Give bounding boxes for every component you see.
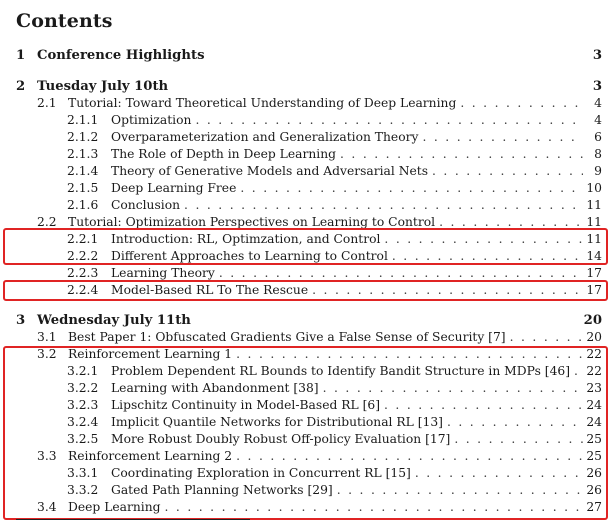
footnote-rule — [16, 519, 250, 520]
toc-subsection-2-2-3[interactable] — [67, 266, 602, 283]
section-number: 3.1 — [37, 330, 57, 344]
subsection-title: Deep Learning Free — [111, 181, 237, 195]
subsection-title: Conclusion — [111, 198, 181, 212]
dot-leader — [323, 381, 583, 395]
section-number: 2.1 — [37, 96, 57, 110]
subsection-title: Problem Dependent RL Bounds to Identify Bandit Structure in MDPs [46] — [111, 364, 571, 378]
page-number: 10 — [586, 181, 602, 195]
dot-leader — [447, 415, 583, 429]
dot-leader — [184, 198, 583, 212]
toc-chapter-3[interactable] — [16, 313, 602, 330]
dot-leader — [240, 181, 583, 195]
dot-leader — [195, 113, 583, 127]
subsection-number: 3.3.1 — [67, 466, 99, 480]
chapter-number: 1 — [16, 48, 26, 63]
subsection-number: 3.2.1 — [67, 364, 99, 378]
page-number: 24 — [586, 415, 602, 429]
page-number: 4 — [594, 113, 602, 127]
page-number: 3 — [592, 79, 602, 94]
section-number: 3.2 — [37, 347, 57, 361]
dot-leader — [510, 330, 583, 344]
contents-heading: Contents — [16, 10, 113, 32]
page-number: 11 — [586, 232, 602, 246]
subsection-number: 3.3.2 — [67, 483, 99, 497]
dot-leader — [337, 483, 583, 497]
dot-leader — [460, 96, 583, 110]
page-number: 22 — [586, 347, 602, 361]
toc-subsection-3-3-2[interactable] — [67, 483, 602, 500]
subsection-title: More Robust Doubly Robust Off-policy Evaluation [17] — [111, 432, 451, 446]
chapter-title: Tuesday July 10th — [37, 79, 169, 94]
toc-subsection-3-2-2[interactable] — [67, 381, 602, 398]
dot-leader — [384, 398, 583, 412]
page-number: 4 — [594, 96, 602, 110]
page-number: 25 — [586, 432, 602, 446]
page-number: 24 — [586, 398, 602, 412]
toc-subsection-3-2-1[interactable] — [67, 364, 602, 381]
dot-leader — [574, 364, 583, 378]
dot-leader — [165, 500, 584, 514]
subsection-title: Lipschitz Continuity in Model-Based RL [6] — [111, 398, 381, 412]
subsection-title: Gated Path Planning Networks [29] — [111, 483, 333, 497]
dot-leader — [219, 266, 583, 280]
page-number: 23 — [586, 381, 602, 395]
section-title: Best Paper 1: Obfuscated Gradients Give a False Sense of Security [7] — [68, 330, 506, 344]
toc-section-3-4[interactable] — [37, 500, 602, 517]
dot-leader — [392, 249, 583, 263]
toc-subsection-2-2-1[interactable] — [67, 232, 602, 249]
dot-leader — [236, 449, 583, 463]
section-title: Reinforcement Learning 2 — [68, 449, 233, 463]
subsection-title: Different Approaches to Learning to Control — [111, 249, 388, 263]
page-number: 6 — [594, 130, 602, 144]
page-number: 25 — [586, 449, 602, 463]
chapter-title: Wednesday July 11th — [37, 313, 191, 328]
subsection-title: Overparameterization and Generalization Theory — [111, 130, 419, 144]
section-title: Deep Learning — [68, 500, 161, 514]
chapter-number: 3 — [16, 313, 26, 328]
subsection-number: 3.2.4 — [67, 415, 99, 429]
dot-leader — [236, 347, 583, 361]
subsection-title: Optimization — [111, 113, 192, 127]
subsection-title: Model-Based RL To The Rescue — [111, 283, 309, 297]
dot-leader — [439, 215, 583, 229]
subsection-number: 2.2.4 — [67, 283, 99, 297]
dot-leader — [415, 466, 583, 480]
page-number: 22 — [586, 364, 602, 378]
dot-leader — [432, 164, 583, 178]
toc-subsection-2-1-4[interactable] — [67, 164, 602, 181]
subsection-number: 2.1.4 — [67, 164, 99, 178]
toc-subsection-2-1-5[interactable] — [67, 181, 602, 198]
subsection-number: 2.1.5 — [67, 181, 99, 195]
toc-subsection-3-3-1[interactable] — [67, 466, 602, 483]
subsection-title: Theory of Generative Models and Adversarial Nets — [111, 164, 429, 178]
dot-leader — [454, 432, 583, 446]
page-number: 11 — [586, 198, 602, 212]
subsection-number: 3.2.3 — [67, 398, 99, 412]
toc-section-3-1[interactable] — [37, 330, 602, 347]
page-number: 3 — [592, 48, 602, 63]
subsection-number: 3.2.5 — [67, 432, 99, 446]
section-number: 3.4 — [37, 500, 57, 514]
subsection-title: Learning Theory — [111, 266, 215, 280]
subsection-number: 2.2.1 — [67, 232, 99, 246]
subsection-number: 2.1.1 — [67, 113, 99, 127]
dot-leader — [340, 147, 583, 161]
subsection-title: Implicit Quantile Networks for Distributional RL [13] — [111, 415, 443, 429]
toc-subsection-2-1-1[interactable] — [67, 113, 602, 130]
section-title: Reinforcement Learning 1 — [68, 347, 233, 361]
dot-leader — [422, 130, 583, 144]
page-number: 14 — [586, 249, 602, 263]
subsection-number: 2.1.6 — [67, 198, 99, 212]
section-title: Tutorial: Toward Theoretical Understanding of Deep Learning — [68, 96, 457, 110]
subsection-number: 2.2.3 — [67, 266, 99, 280]
subsection-number: 2.1.2 — [67, 130, 99, 144]
subsection-title: Introduction: RL, Optimzation, and Control — [111, 232, 381, 246]
toc-section-3-2[interactable] — [37, 347, 602, 364]
toc-subsection-2-1-3[interactable] — [67, 147, 602, 164]
subsection-number: 3.2.2 — [67, 381, 99, 395]
toc-subsection-3-2-3[interactable] — [67, 398, 602, 415]
page-number: 17 — [586, 283, 602, 297]
toc-subsection-2-1-6[interactable] — [67, 198, 602, 215]
subsection-title: Learning with Abandonment [38] — [111, 381, 319, 395]
page-number: 20 — [586, 330, 602, 344]
section-title: Tutorial: Optimization Perspectives on Learning to Control — [68, 215, 436, 229]
section-number: 2.2 — [37, 215, 57, 229]
dot-leader — [384, 232, 583, 246]
toc-section-2-2[interactable] — [37, 215, 602, 232]
toc-subsection-2-2-2[interactable] — [67, 249, 602, 266]
subsection-number: 2.1.3 — [67, 147, 99, 161]
toc-subsection-2-2-4[interactable] — [67, 283, 602, 300]
page-number: 26 — [586, 466, 602, 480]
page-number: 26 — [586, 483, 602, 497]
subsection-title: The Role of Depth in Deep Learning — [111, 147, 336, 161]
toc-section-3-3[interactable] — [37, 449, 602, 466]
page-number: 9 — [594, 164, 602, 178]
page-number: 8 — [594, 147, 602, 161]
page-number: 20 — [583, 313, 602, 328]
chapter-title: Conference Highlights — [37, 48, 205, 63]
toc-section-2-1[interactable] — [37, 96, 602, 113]
toc-chapter-2[interactable] — [16, 79, 602, 96]
toc-subsection-3-2-5[interactable] — [67, 432, 602, 449]
toc-subsection-2-1-2[interactable] — [67, 130, 602, 147]
dot-leader — [312, 283, 583, 297]
page-number: 11 — [586, 215, 602, 229]
subsection-number: 2.2.2 — [67, 249, 99, 263]
page-number: 17 — [586, 266, 602, 280]
toc-chapter-1[interactable] — [16, 48, 602, 65]
chapter-number: 2 — [16, 79, 26, 94]
page-number: 27 — [586, 500, 602, 514]
subsection-title: Coordinating Exploration in Concurrent RL [15] — [111, 466, 411, 480]
toc-subsection-3-2-4[interactable] — [67, 415, 602, 432]
section-number: 3.3 — [37, 449, 57, 463]
